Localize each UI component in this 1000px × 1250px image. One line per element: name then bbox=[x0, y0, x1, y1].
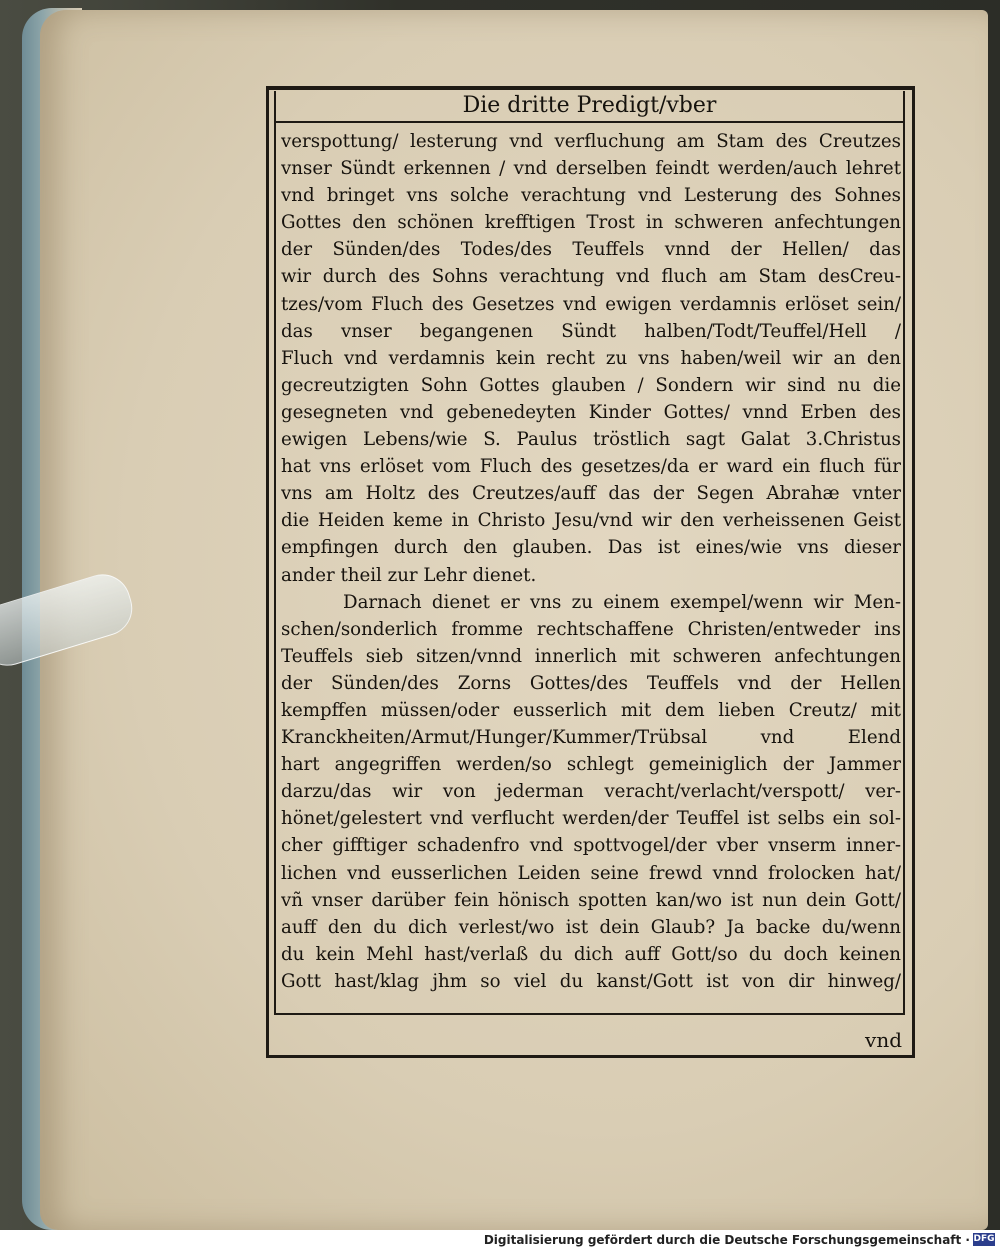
text-line: Kranckheiten/Armut/Hunger/Kummer/Trübsal vnd Elend bbox=[281, 727, 901, 749]
text-line: Teuffels sieb sitzen/vnnd innerlich mit schweren anfechtungen bbox=[281, 645, 901, 667]
text-line: kempffen müssen/oder eusserlich mit dem lieben Creutz/ mit bbox=[281, 699, 901, 721]
text-line: darzu/das wir von jederman veracht/verlacht/verspott/ ver- bbox=[281, 781, 901, 803]
text-line: hat vns erlöset vom Fluch des gesetzes/da er ward ein fluch für bbox=[281, 456, 901, 478]
text-line: Darnach dienet er vns zu einem exempel/wenn wir Men- bbox=[343, 591, 901, 613]
text-line: du kein Mehl hast/verlaß du dich auff Gott/so du doch keinen bbox=[281, 943, 901, 965]
text-line: ander theil zur Lehr dienet. bbox=[281, 564, 537, 586]
text-line: Fluch vnd verdamnis kein recht zu vns haben/weil wir an den bbox=[281, 347, 901, 369]
catchword: vnd bbox=[865, 1028, 902, 1052]
text-line: Gott hast/klag jhm so viel du kanst/Gott ist von dir hinweg/ bbox=[281, 970, 901, 992]
text-line: auff den du dich verlest/wo ist dein Glaub? Ja backe du/wenn bbox=[281, 916, 901, 938]
text-line: vnser Sündt erkennen / vnd derselben feindt werden/auch lehret bbox=[281, 158, 901, 180]
text-line: ewigen Lebens/wie S. Paulus tröstlich sagt Galat 3.Christus bbox=[281, 429, 901, 451]
text-line: empfingen durch den glauben. Das ist eines/wie vns dieser bbox=[281, 537, 901, 559]
text-line: hart angegriffen werden/so schlegt gemeiniglich der Jammer bbox=[281, 754, 901, 776]
text-line: vñ vnser darüber fein hönisch spotten kan/wo ist nun dein Gott/ bbox=[281, 889, 901, 911]
text-line: verspottung/ lesterung vnd verfluchung am Stam des Creutzes bbox=[281, 131, 901, 152]
text-line: cher gifftiger schadenfro vnd spottvogel/der vber vnserm inner- bbox=[281, 835, 901, 857]
text-line: gesegneten vnd gebenedeyten Kinder Gottes/ vnnd Erben des bbox=[281, 401, 901, 423]
text-line: hönet/gelestert vnd verflucht werden/der Teuffel ist selbs ein sol- bbox=[281, 808, 901, 830]
header-rule bbox=[274, 121, 905, 123]
text-line: der Sünden/des Todes/des Teuffels vnnd der Hellen/ das bbox=[281, 239, 901, 261]
text-line: gecreutzigten Sohn Gottes glauben / Sondern wir sind nu die bbox=[281, 374, 901, 396]
text-line: der Sünden/des Zorns Gottes/des Teuffels vnd der Hellen bbox=[281, 672, 901, 694]
text-line: tzes/vom Fluch des Gesetzes vnd ewigen verdamnis erlöset sein/ bbox=[281, 293, 901, 315]
text-line: die Heiden keme in Christo Jesu/vnd wir den verheissenen Geist bbox=[281, 510, 901, 532]
text-line: vnd bringet vns solche verachtung vnd Lesterung des Sohnes bbox=[281, 185, 901, 207]
text-line: vns am Holtz des Creutzes/auff das der Segen Abrahæ vnter bbox=[281, 483, 901, 505]
text-line: Gottes den schönen krefftigen Trost in schweren anfechtungen bbox=[281, 212, 901, 234]
dfg-logo: DFG bbox=[973, 1234, 995, 1244]
text-line: schen/sonderlich fromme rechtschaffene Christen/entweder ins bbox=[281, 618, 901, 640]
text-line: das vnser begangenen Sündt halben/Todt/Teuffel/Hell / bbox=[281, 320, 901, 342]
text-line: wir durch des Sohns verachtung vnd fluch am Stam desCreu- bbox=[281, 266, 901, 288]
running-head: Die dritte Predigt/vber bbox=[462, 93, 717, 118]
body-text bbox=[281, 128, 901, 995]
text-line: lichen vnd eusserlichen Leiden seine frewd vnnd frolocken hat/ bbox=[281, 862, 901, 884]
digitization-credit: Digitalisierung gefördert durch die Deutsche Forschungsgemeinschaft · bbox=[483, 1233, 970, 1247]
